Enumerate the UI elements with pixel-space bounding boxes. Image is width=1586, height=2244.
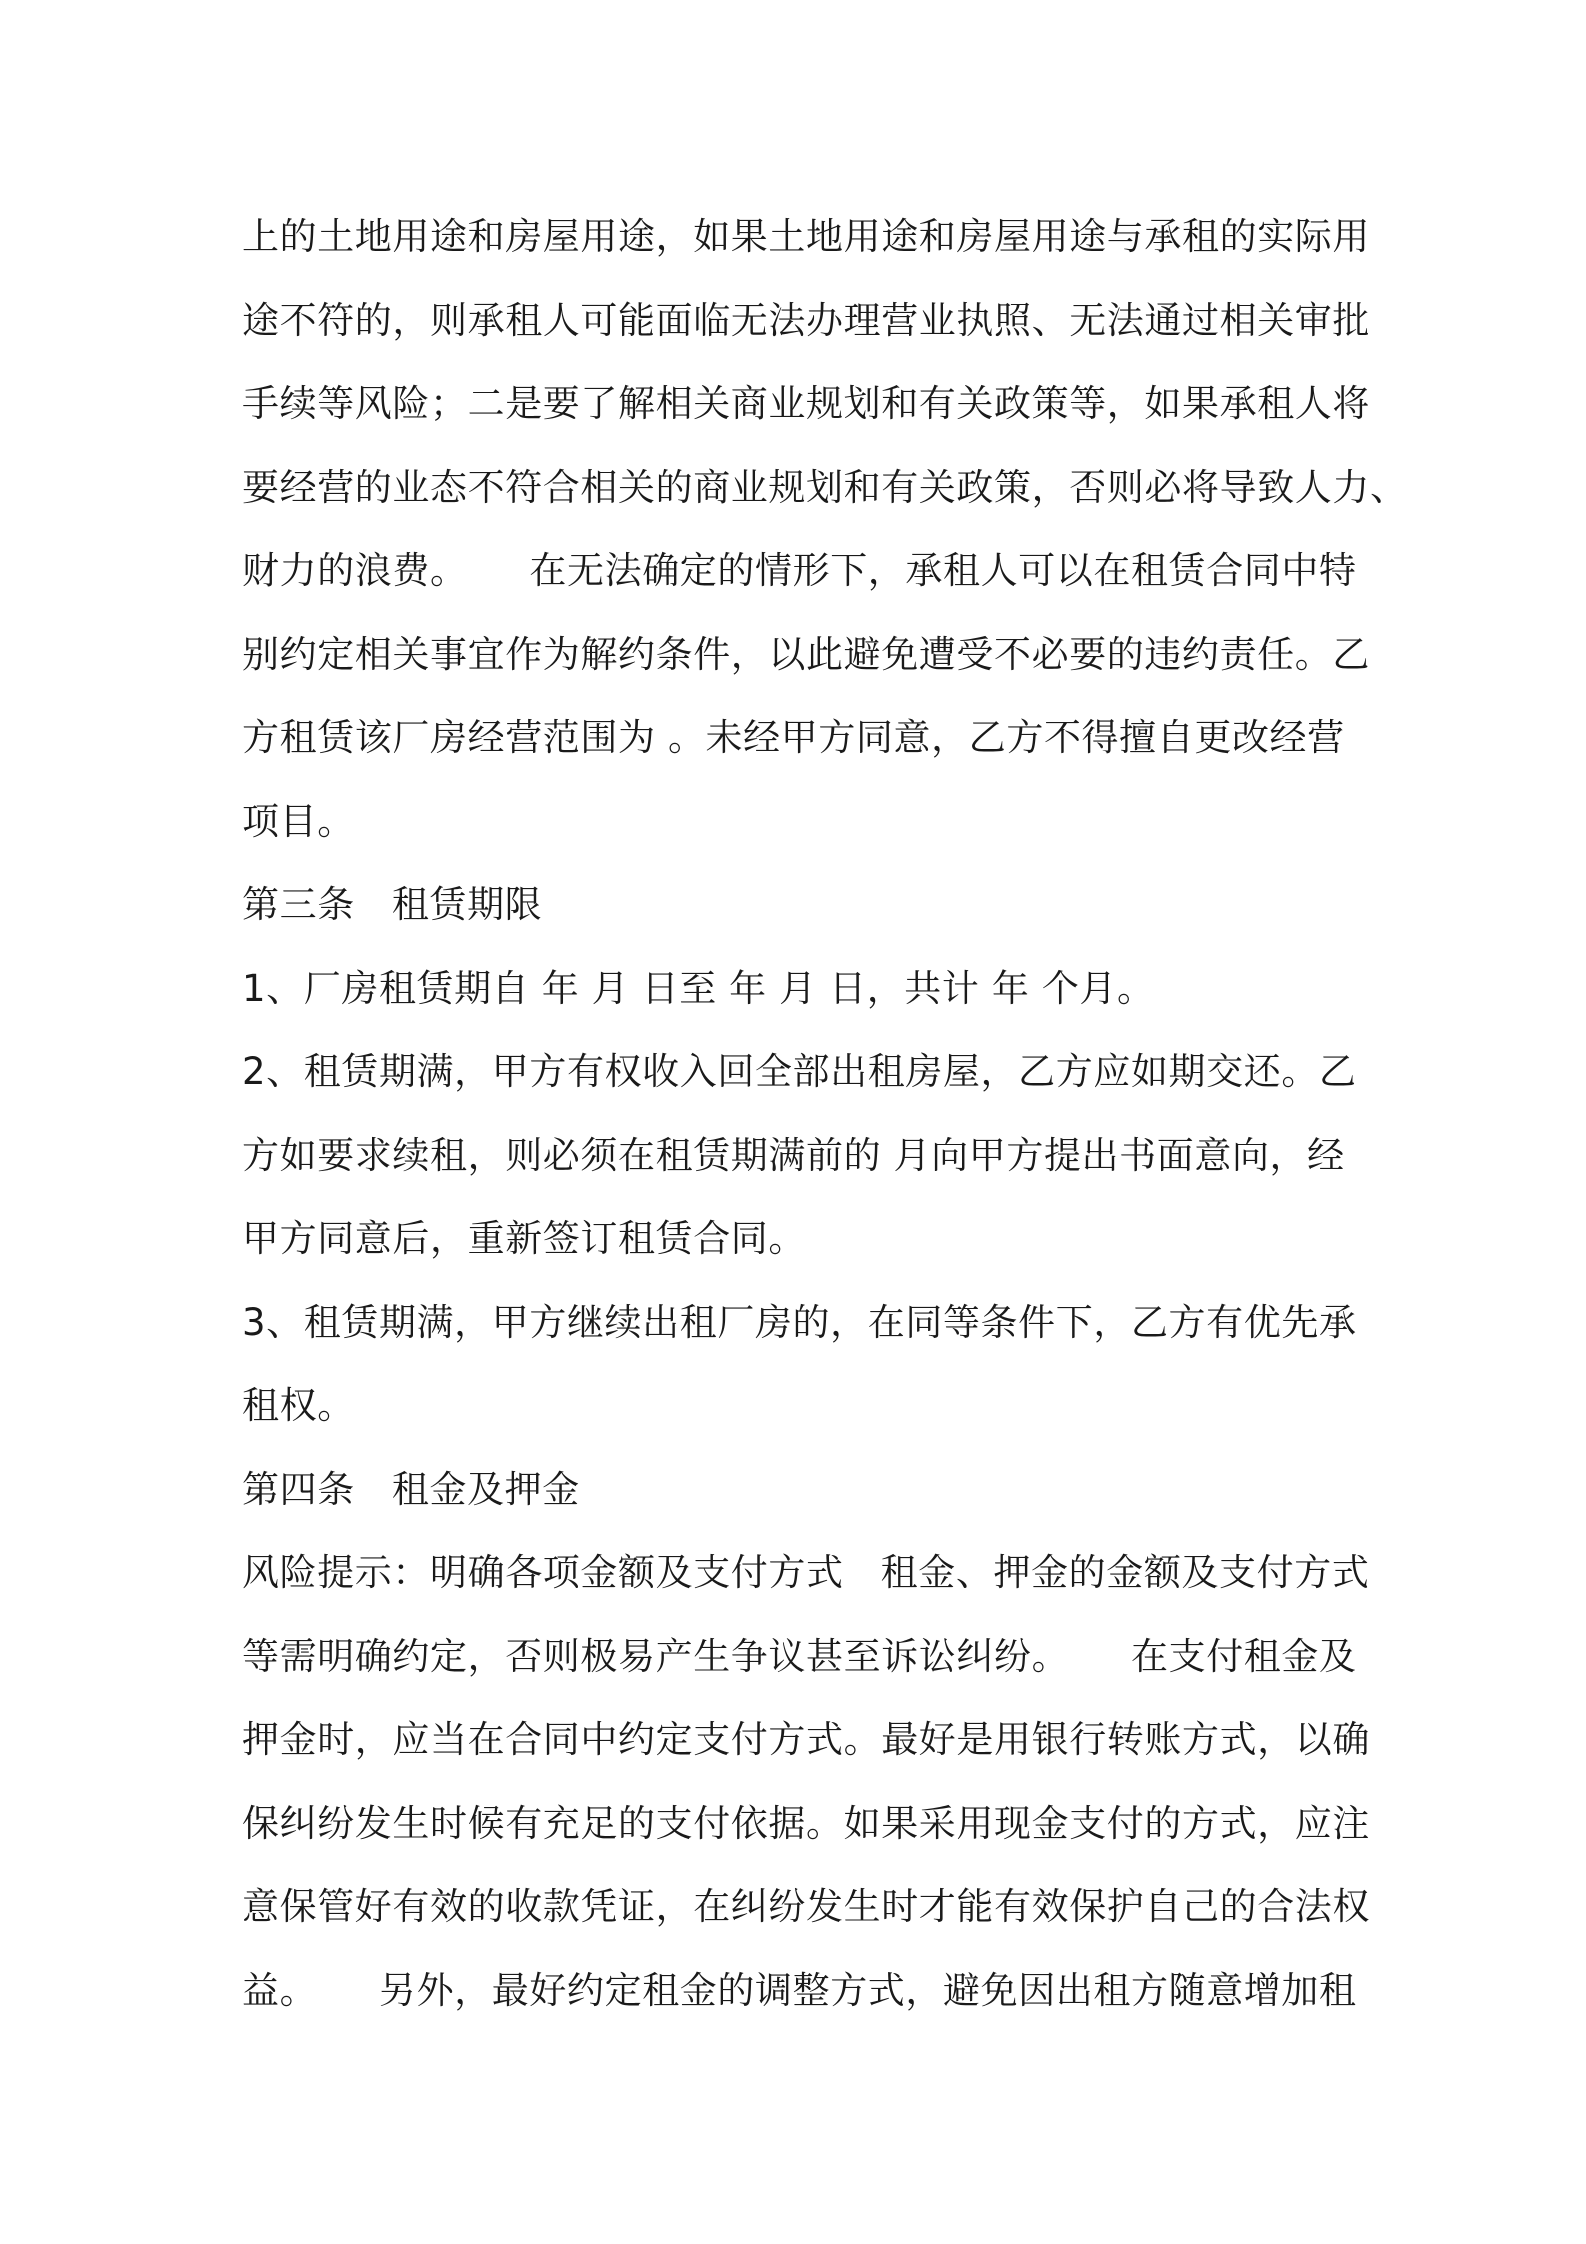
text-line: 3、租赁期满，甲方继续出租厂房的，在同等条件下，乙方有优先承: [242, 1300, 1357, 1344]
text-line: 上的土地用途和房屋用途，如果土地用途和房屋用途与承租的实际用: [242, 215, 1370, 258]
text-line: 方如要求续租，则必须在租赁期满前的 月向甲方提出书面意向，经: [242, 1133, 1345, 1177]
text-line: 项目。: [242, 799, 355, 843]
text-line: 1、厂房租赁期自 年 月 日至 年 月 日，共计 年 个月。: [242, 966, 1155, 1010]
text-line: 途不符的，则承租人可能面临无法办理营业执照、无法通过相关审批: [242, 298, 1370, 342]
text-line: 押金时，应当在合同中约定支付方式。最好是用银行转账方式，以确: [242, 1718, 1370, 1761]
text-line: 要经营的业态不符合相关的商业规划和有关政策，否则必将导致人力、: [242, 465, 1408, 509]
text-line: 别约定相关事宜作为解约条件，以此避免遭受不必要的违约责任。乙: [242, 632, 1370, 676]
section-heading-article-4: 第四条 租金及押金: [242, 1467, 580, 1511]
text-line: 租权。: [242, 1384, 355, 1427]
text-line: 2、租赁期满，甲方有权收入回全部出租房屋，乙方应如期交还。乙: [242, 1050, 1357, 1093]
text-line: 风险提示：明确各项金额及支付方式 租金、押金的金额及支付方式: [242, 1551, 1370, 1594]
text-line: 财力的浪费。 在无法确定的情形下，承租人可以在租赁合同中特: [242, 549, 1357, 592]
text-line: 益。 另外，最好约定租金的调整方式，避免因出租方随意增加租: [242, 1968, 1357, 2012]
text-line: 甲方同意后，重新签订租赁合同。: [242, 1217, 806, 1260]
text-line: 手续等风险；二是要了解相关商业规划和有关政策等，如果承租人将: [242, 382, 1370, 425]
text-line: 等需明确约定，否则极易产生争议甚至诉讼纠纷。 在支付租金及: [242, 1634, 1357, 1678]
text-line: 方租赁该厂房经营范围为 。未经甲方同意，乙方不得擅自更改经营: [242, 716, 1345, 759]
contract-text-body: [242, 195, 1408, 2032]
text-line: 意保管好有效的收款凭证，在纠纷发生时才能有效保护自己的合法权: [242, 1885, 1370, 1928]
text-line: 保纠纷发生时候有充足的支付依据。如果采用现金支付的方式，应注: [242, 1801, 1370, 1845]
section-heading-article-3: 第三条 租赁期限: [242, 883, 543, 926]
